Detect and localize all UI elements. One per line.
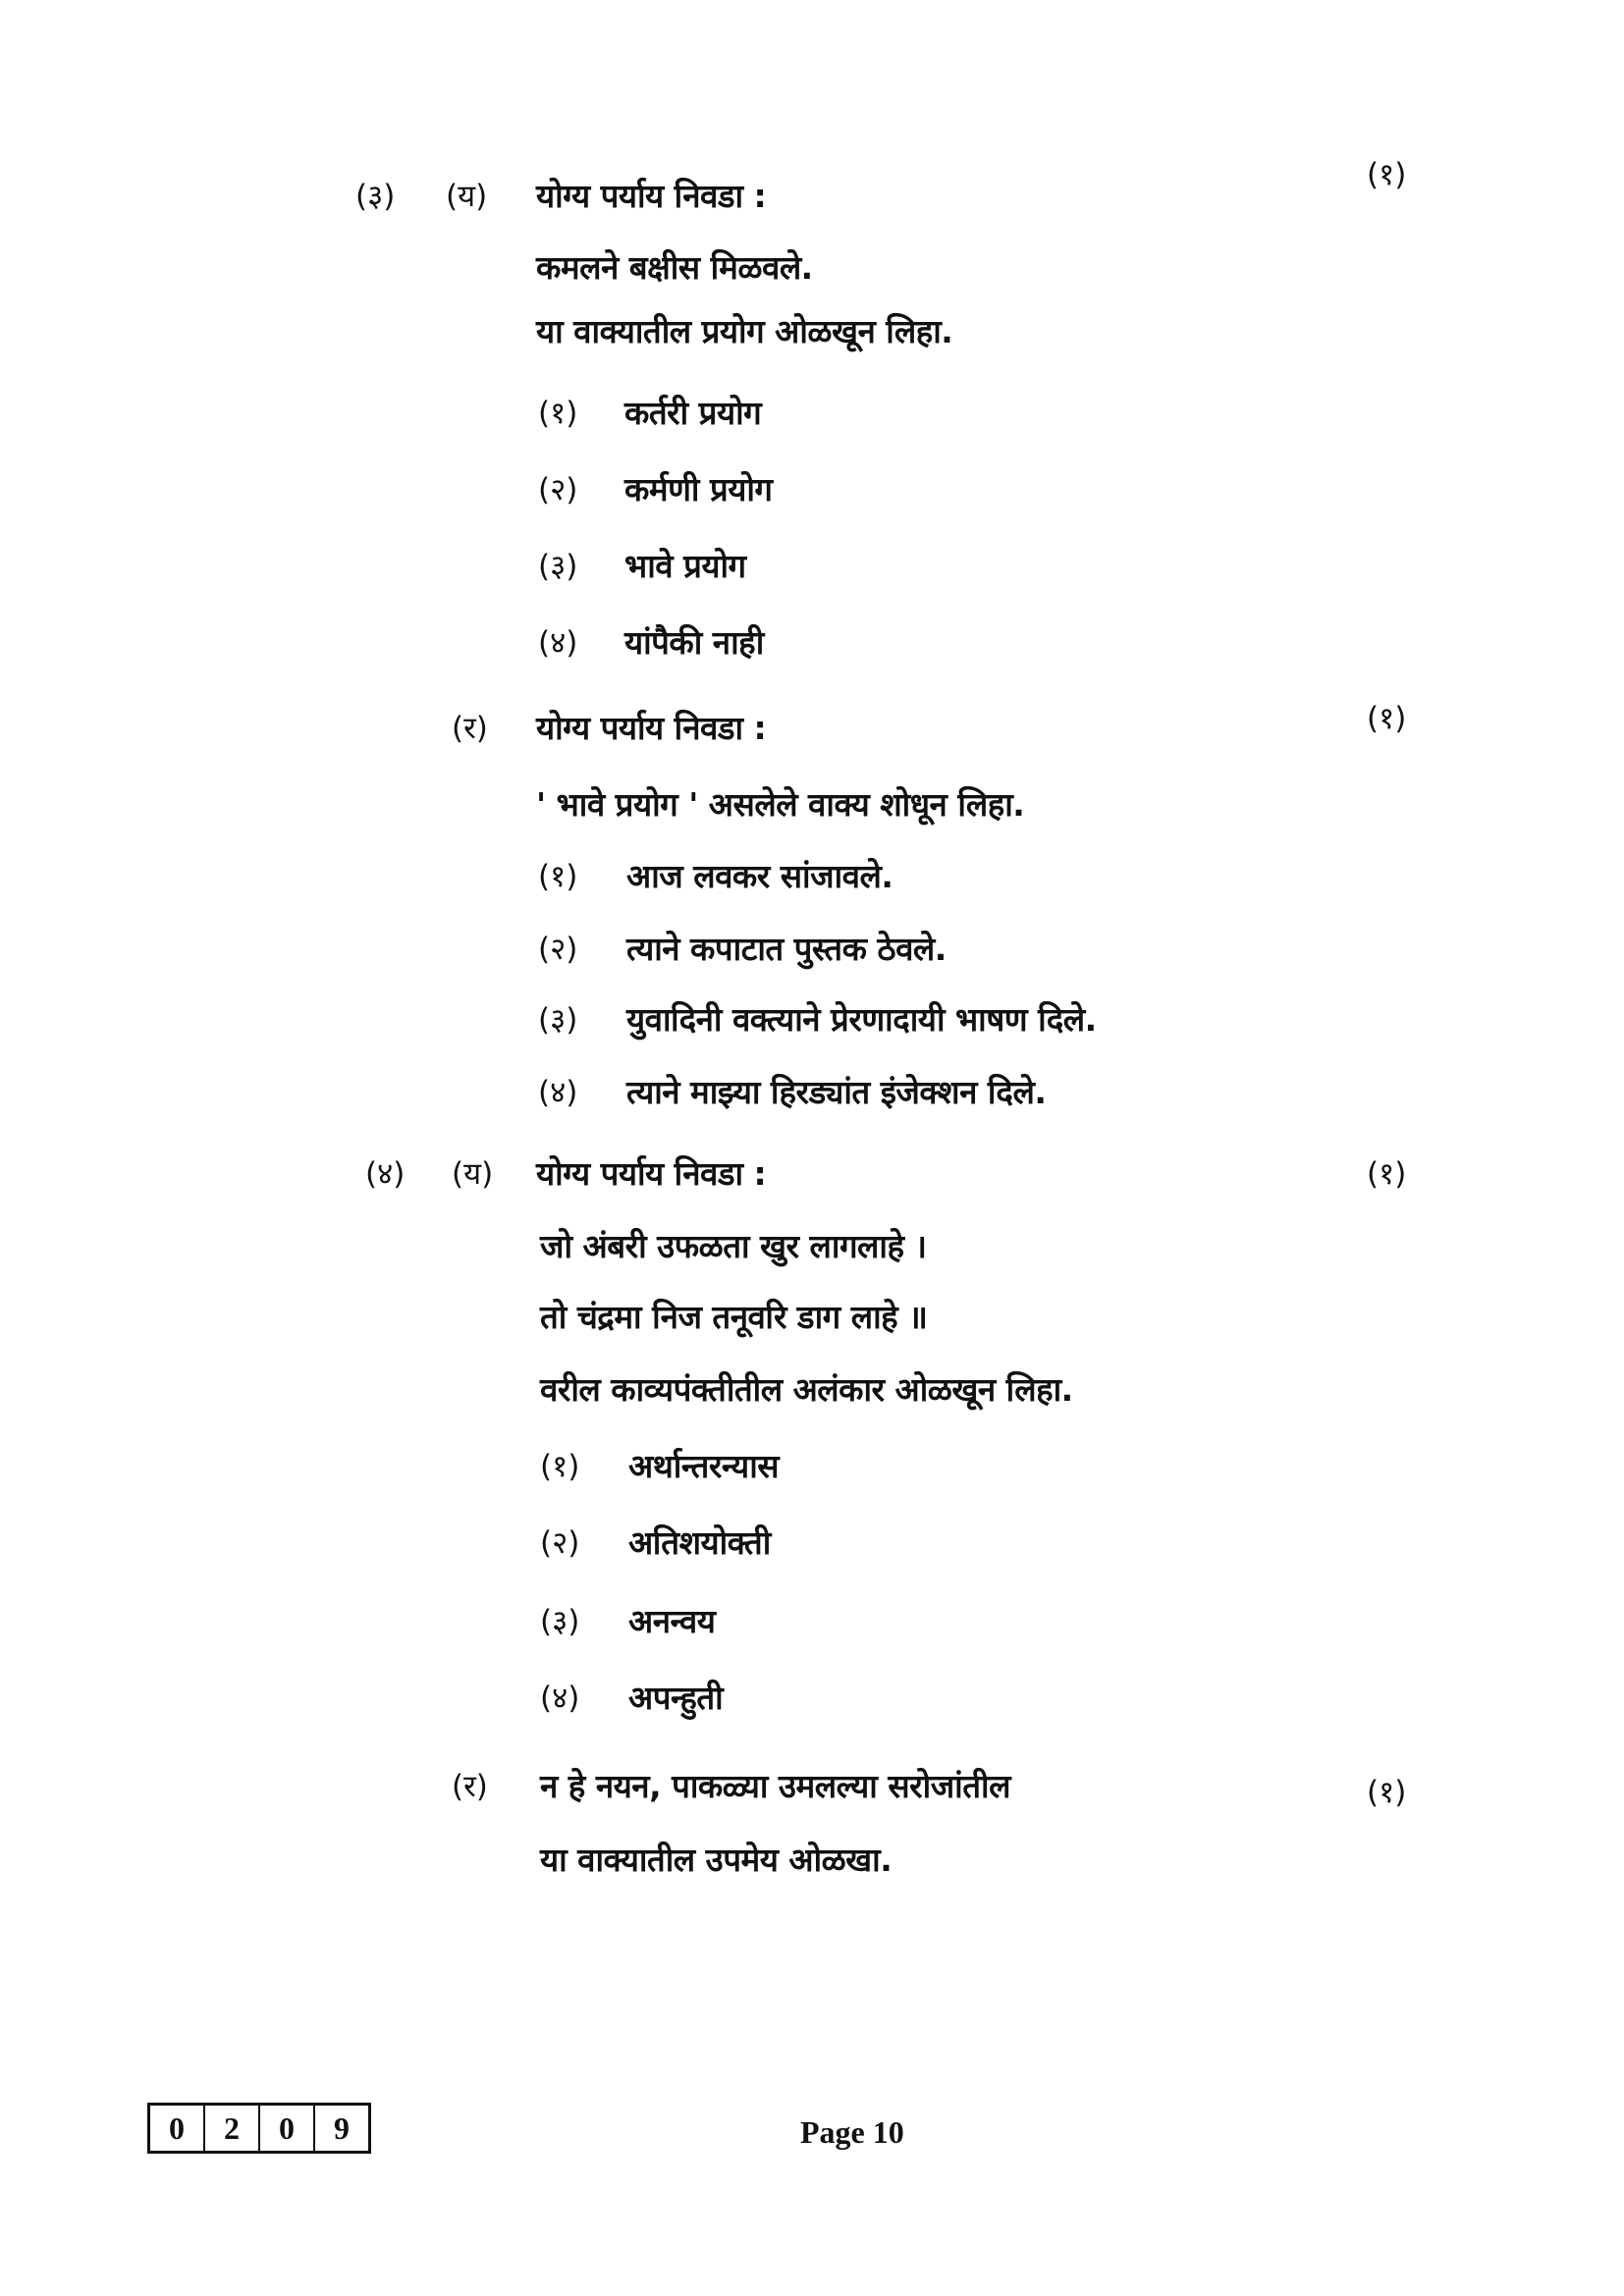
option-text: त्याने माझ्या हिरड्यांत इंजेक्शन दिले. (626, 1073, 1047, 1111)
option-label: (२) (540, 1525, 580, 1561)
option-text: अनन्वय (628, 1602, 716, 1640)
question-line: या वाक्यातील उपमेय ओळखा. (540, 1841, 893, 1879)
option-text: त्याने कपाटात पुस्तक ठेवले. (626, 930, 947, 968)
code-digit: 9 (334, 2109, 350, 2146)
option-text: यांपैकी नाही (624, 623, 764, 662)
option-label: (४) (538, 625, 578, 661)
subject-code-box (147, 2103, 371, 2154)
option-label: (१) (538, 859, 578, 894)
page-number: Page 10 (800, 2114, 904, 2150)
marks: (१) (1367, 157, 1407, 192)
option-text: युवादिनी वक्त्याने प्रेरणादायी भाषण दिले. (626, 1000, 1097, 1039)
code-digit: 0 (260, 2106, 315, 2151)
option-label: (३) (538, 1002, 578, 1038)
option-label: (२) (538, 932, 578, 967)
option-label: (१) (538, 396, 578, 431)
question-line: ' भावे प्रयोग ' असलेले वाक्य शोधून लिहा. (536, 785, 1025, 824)
instruction: योग्य पर्याय निवडा : (536, 177, 767, 215)
question-line: कमलने बक्षीस मिळवले. (536, 248, 813, 287)
question-number: (४) (365, 1156, 406, 1192)
instruction: योग्य पर्याय निवडा : (536, 1154, 767, 1193)
marks: (१) (1367, 1775, 1407, 1810)
subquestion-label: (य) (452, 1156, 494, 1192)
code-digit: 2 (205, 2106, 260, 2151)
question-line: वरील काव्यपंक्तीतील अलंकार ओळखून लिहा. (540, 1370, 1073, 1409)
option-text: आज लवकर सांजावले. (626, 857, 893, 895)
option-text: अपन्हुती (628, 1679, 724, 1717)
option-text: भावे प्रयोग (624, 547, 746, 585)
marks: (१) (1367, 701, 1407, 736)
subquestion-label: (र) (452, 1769, 488, 1804)
option-text: कर्तरी प्रयोग (624, 394, 762, 432)
question-number: (३) (355, 179, 396, 214)
instruction: योग्य पर्याय निवडा : (536, 709, 767, 747)
marks: (१) (1367, 1156, 1407, 1192)
code-digit: 0 (150, 2106, 205, 2151)
option-label: (४) (538, 1075, 578, 1110)
option-text: कर्मणी प्रयोग (624, 470, 773, 508)
subquestion-label: (य) (446, 179, 488, 214)
poem-line: जो अंबरी उफळता खुर लागलाहे । (540, 1227, 927, 1265)
question-line: या वाक्यातील प्रयोग ओळखून लिहा. (536, 312, 953, 350)
option-label: (२) (538, 472, 578, 507)
option-text: अर्थान्तरन्यास (628, 1447, 780, 1485)
option-label: (४) (540, 1681, 580, 1716)
question-line: न हे नयन, पाकळ्या उमलल्या सरोजांतील (540, 1767, 1010, 1805)
subquestion-label: (र) (452, 711, 488, 746)
option-text: अतिशयोक्ती (628, 1523, 771, 1562)
option-label: (३) (538, 549, 578, 584)
poem-line: तो चंद्रमा निज तनूवरि डाग लाहे ॥ (540, 1298, 928, 1336)
option-label: (१) (540, 1449, 580, 1484)
option-label: (३) (540, 1604, 580, 1639)
